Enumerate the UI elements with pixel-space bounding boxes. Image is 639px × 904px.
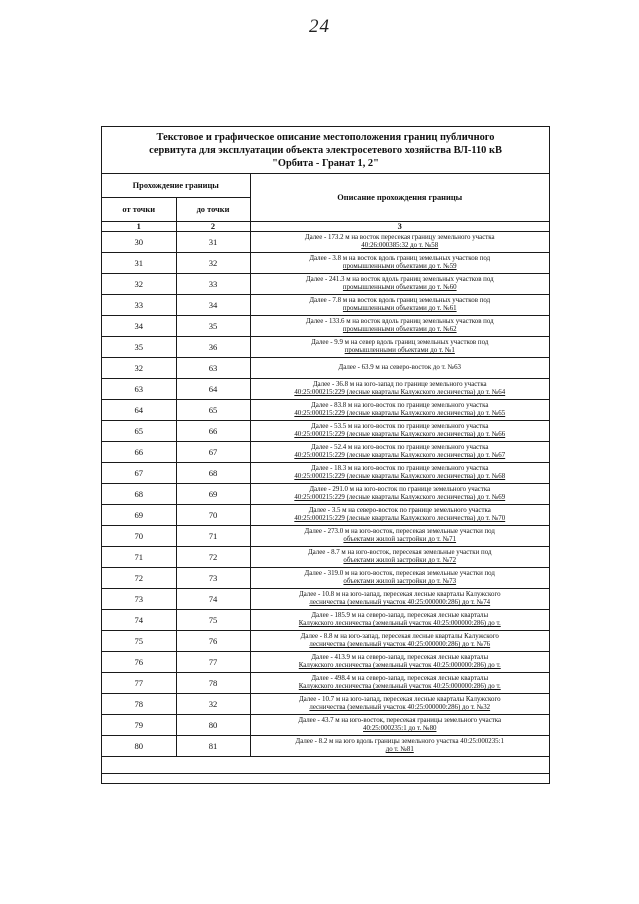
description-line-2: промышленными объектами до т. №1 [344,347,455,354]
description-line-1: Далее - 8.8 м на юго-запад, пересекая лесные кварталы Калужского [300,632,499,640]
description-line-2: объектами жилой застройки до т. №72 [343,557,457,564]
cell-from-point: 63 [102,379,176,400]
cell-description [250,736,549,757]
header-boundary-passage: Прохождение границы [102,174,250,198]
table-row [102,694,549,715]
description-line-1: Далее - 3.5 м на северо-восток по границе земельного участка [308,506,491,514]
cell-description [250,274,549,295]
header-from-point: от точки [102,198,176,222]
table-row [102,673,549,694]
description-line-1: Далее - 273.0 м на юго-восток, пересекая земельные участки под [304,527,495,535]
cell-description [250,673,549,694]
description-line-2: 40:25:000215:229 (лесные кварталы Калужского лесничества) до т. №69 [294,494,506,501]
cell-description [250,610,549,631]
cell-to-point: 78 [176,673,250,694]
cell-to-point: 77 [176,652,250,673]
cell-to-point: 68 [176,463,250,484]
cell-to-point: 65 [176,400,250,421]
cell-description [250,442,549,463]
table-row [102,337,549,358]
cell-to-point: 34 [176,295,250,316]
description-line-2: Калужского лесничества (земельный участок 40:25:000000:286) до т. [298,683,501,690]
cell-description [250,589,549,610]
description-line-2: до т. №81 [385,746,414,753]
cell-from-point: 64 [102,400,176,421]
cell-description [250,253,549,274]
description-line-1: Далее - 10.7 м на юго-запад, пересекая лесные кварталы Калужского [298,695,501,703]
description-line-1: Далее - 53.5 м на юго-восток по границе земельного участка [311,422,489,430]
cell-from-point: 33 [102,295,176,316]
table-row [102,610,549,631]
description-line-1: Далее - 36.8 м на юго-запад по границе земельного участка [312,380,487,388]
table-row [102,463,549,484]
cell-description [250,358,549,379]
description-line-1: Далее - 3.8 м на восток вдоль границ земельных участков под [309,254,491,262]
cell-to-point: 32 [176,253,250,274]
description-line-2: Калужского лесничества (земельный участок 40:25:000000:286) до т. [298,662,501,669]
cell-from-point: 32 [102,274,176,295]
cell-from-point: 67 [102,463,176,484]
description-line-1: Далее - 18.3 м на юго-восток по границе земельного участка [311,464,489,472]
footer-blank-cell [102,757,549,774]
cell-from-point: 75 [102,631,176,652]
cell-description [250,337,549,358]
description-line-1: Далее - 52.4 м на юго-восток по границе земельного участка [311,443,489,451]
description-line-1: Далее - 10.8 м на юго-запад, пересекая лесные кварталы Калужского [298,590,501,598]
table-row [102,274,549,295]
table-row [102,253,549,274]
table-row [102,526,549,547]
header-description: Описание прохождения границы [250,174,549,222]
description-line-2: 40:25:000215:229 (лесные кварталы Калужского лесничества) до т. №68 [294,473,506,480]
cell-to-point: 64 [176,379,250,400]
table-row [102,442,549,463]
cell-to-point: 35 [176,316,250,337]
cell-to-point: 72 [176,547,250,568]
cell-from-point: 70 [102,526,176,547]
cell-from-point: 78 [102,694,176,715]
cell-description [250,694,549,715]
cell-to-point: 71 [176,526,250,547]
table-row [102,568,549,589]
description-line-2: 40:25:000215:229 (лесные кварталы Калужского лесничества) до т. №64 [294,389,506,396]
table-row [102,505,549,526]
cell-to-point: 31 [176,232,250,253]
cell-description [250,715,549,736]
cell-to-point: 75 [176,610,250,631]
cell-to-point: 73 [176,568,250,589]
header-col-number-1: 1 [102,222,176,232]
cell-description [250,526,549,547]
cell-from-point: 71 [102,547,176,568]
cell-to-point: 67 [176,442,250,463]
description-line-1: Далее - 83.8 м на юго-восток по границе земельного участка [311,401,489,409]
table-row [102,631,549,652]
description-line-2: 40:25:000215:229 (лесные кварталы Калужского лесничества) до т. №67 [294,452,506,459]
description-line-1: Далее - 43.7 м на юго-восток, пересекая границы земельного участка [298,716,502,724]
header-col-number-2: 2 [176,222,250,232]
cell-to-point: 80 [176,715,250,736]
description-line-2: 40:25:000235:1 до т. №80 [363,725,437,732]
cell-to-point: 81 [176,736,250,757]
description-line-2: лесничества (земельный участок 40:25:000000:286) до т. №76 [309,641,491,648]
cell-from-point: 30 [102,232,176,253]
description-line-1: Далее - 7.8 м на восток вдоль границ земельных участков под [309,296,491,304]
cell-to-point: 66 [176,421,250,442]
table-row [102,421,549,442]
description-line-1: Далее - 8.7 м на юго-восток, пересекая земельные участки под [307,548,492,556]
cell-description [250,547,549,568]
cell-from-point: 72 [102,568,176,589]
description-line-1: Далее - 8.2 м на юго вдоль границы земельного участка 40:25:000235:1 [295,737,504,745]
table-row [102,358,549,379]
cell-from-point: 69 [102,505,176,526]
table-row [102,736,549,757]
description-line-2: промышленными объектами до т. №59 [342,263,457,270]
table-body [102,232,549,774]
cell-to-point: 76 [176,631,250,652]
cell-to-point: 63 [176,358,250,379]
cell-description [250,631,549,652]
description-line-1: Далее - 9.9 м на север вдоль границ земельных участков под [311,338,489,346]
cell-from-point: 74 [102,610,176,631]
description-line-2: промышленными объектами до т. №62 [342,326,457,333]
description-line-2: лесничества (земельный участок 40:25:000000:286) до т. №74 [309,599,491,606]
cell-from-point: 31 [102,253,176,274]
table-row [102,379,549,400]
cell-from-point: 77 [102,673,176,694]
table-row [102,589,549,610]
cell-to-point: 33 [176,274,250,295]
description-line-1: Далее - 173.2 м на восток пересекая границу земельного участка [304,233,495,241]
description-line-1: Далее - 133.6 м на восток вдоль границ земельных участков под [305,317,494,325]
cell-description [250,232,549,253]
table-row [102,316,549,337]
cell-from-point: 66 [102,442,176,463]
description-line-2: лесничества (земельный участок 40:25:000000:286) до т. №32 [309,704,491,711]
cell-description [250,316,549,337]
cell-from-point: 80 [102,736,176,757]
cell-from-point: 79 [102,715,176,736]
page-number: 24 [309,16,330,37]
cell-to-point: 32 [176,694,250,715]
cell-description [250,505,549,526]
cell-description [250,379,549,400]
cell-to-point: 69 [176,484,250,505]
cell-description [250,421,549,442]
cell-to-point: 36 [176,337,250,358]
title-line-3: "Орбита - Гранат 1, 2" [272,157,379,169]
table-row [102,547,549,568]
cell-description [250,400,549,421]
header-col-number-3: 3 [250,222,549,232]
description-line-1: Далее - 498.4 м на северо-запад, пересекая лесные кварталы [311,674,489,682]
description-line-2: 40:26:000385:32 до т. №58 [361,242,439,249]
title-line-1: Текстовое и графическое описание местоположения границ публичного [156,132,495,143]
description-line-2: объектами жилой застройки до т. №73 [343,578,457,585]
document-frame [101,126,550,784]
table-row [102,652,549,673]
cell-description [250,652,549,673]
cell-from-point: 68 [102,484,176,505]
cell-to-point: 70 [176,505,250,526]
description-line-1: Далее - 319.0 м на юго-восток, пересекая земельные участки под [304,569,495,577]
cell-from-point: 73 [102,589,176,610]
cell-to-point: 74 [176,589,250,610]
table-footer-row [102,757,549,774]
description-line-2: 40:25:000215:229 (лесные кварталы Калужского лесничества) до т. №66 [294,431,506,438]
description-line-2: 40:25:000215:229 (лесные кварталы Калужского лесничества) до т. №65 [294,410,506,417]
cell-from-point: 32 [102,358,176,379]
description-line-2: Калужского лесничества (земельный участок 40:25:000000:286) до т. [298,620,501,627]
cell-description [250,463,549,484]
description-line-2: 40:25:000215:229 (лесные кварталы Калужского лесничества) до т. №70 [294,515,506,522]
description-line-2: объектами жилой застройки до т. №71 [343,536,457,543]
description-line-1: Далее - 63.9 м на северо-восток до т. №63 [338,363,461,371]
cell-from-point: 76 [102,652,176,673]
table-row [102,295,549,316]
cell-description [250,295,549,316]
description-line-2: промышленными объектами до т. №60 [342,284,457,291]
table-row [102,715,549,736]
cell-from-point: 65 [102,421,176,442]
header-to-point: до точки [176,198,250,222]
description-line-1: Далее - 185.9 м на северо-запад, пересекая лесные кварталы [311,611,489,619]
description-line-1: Далее - 291.0 м на юго-восток по границе земельного участка [309,485,491,493]
description-line-1: Далее - 241.3 м на восток вдоль границ земельных участков под [305,275,494,283]
table-row [102,484,549,505]
table-row [102,232,549,253]
boundary-table [102,174,549,774]
cell-from-point: 34 [102,316,176,337]
cell-description [250,484,549,505]
cell-from-point: 35 [102,337,176,358]
cell-description [250,568,549,589]
title-line-2: сервитута для эксплуатации объекта электросетевого хозяйства ВЛ-110 кВ [149,144,502,156]
description-line-1: Далее - 413.9 м на северо-запад, пересекая лесные кварталы [311,653,489,661]
description-line-2: промышленными объектами до т. №61 [342,305,457,312]
document-title [102,127,549,174]
table-row [102,400,549,421]
